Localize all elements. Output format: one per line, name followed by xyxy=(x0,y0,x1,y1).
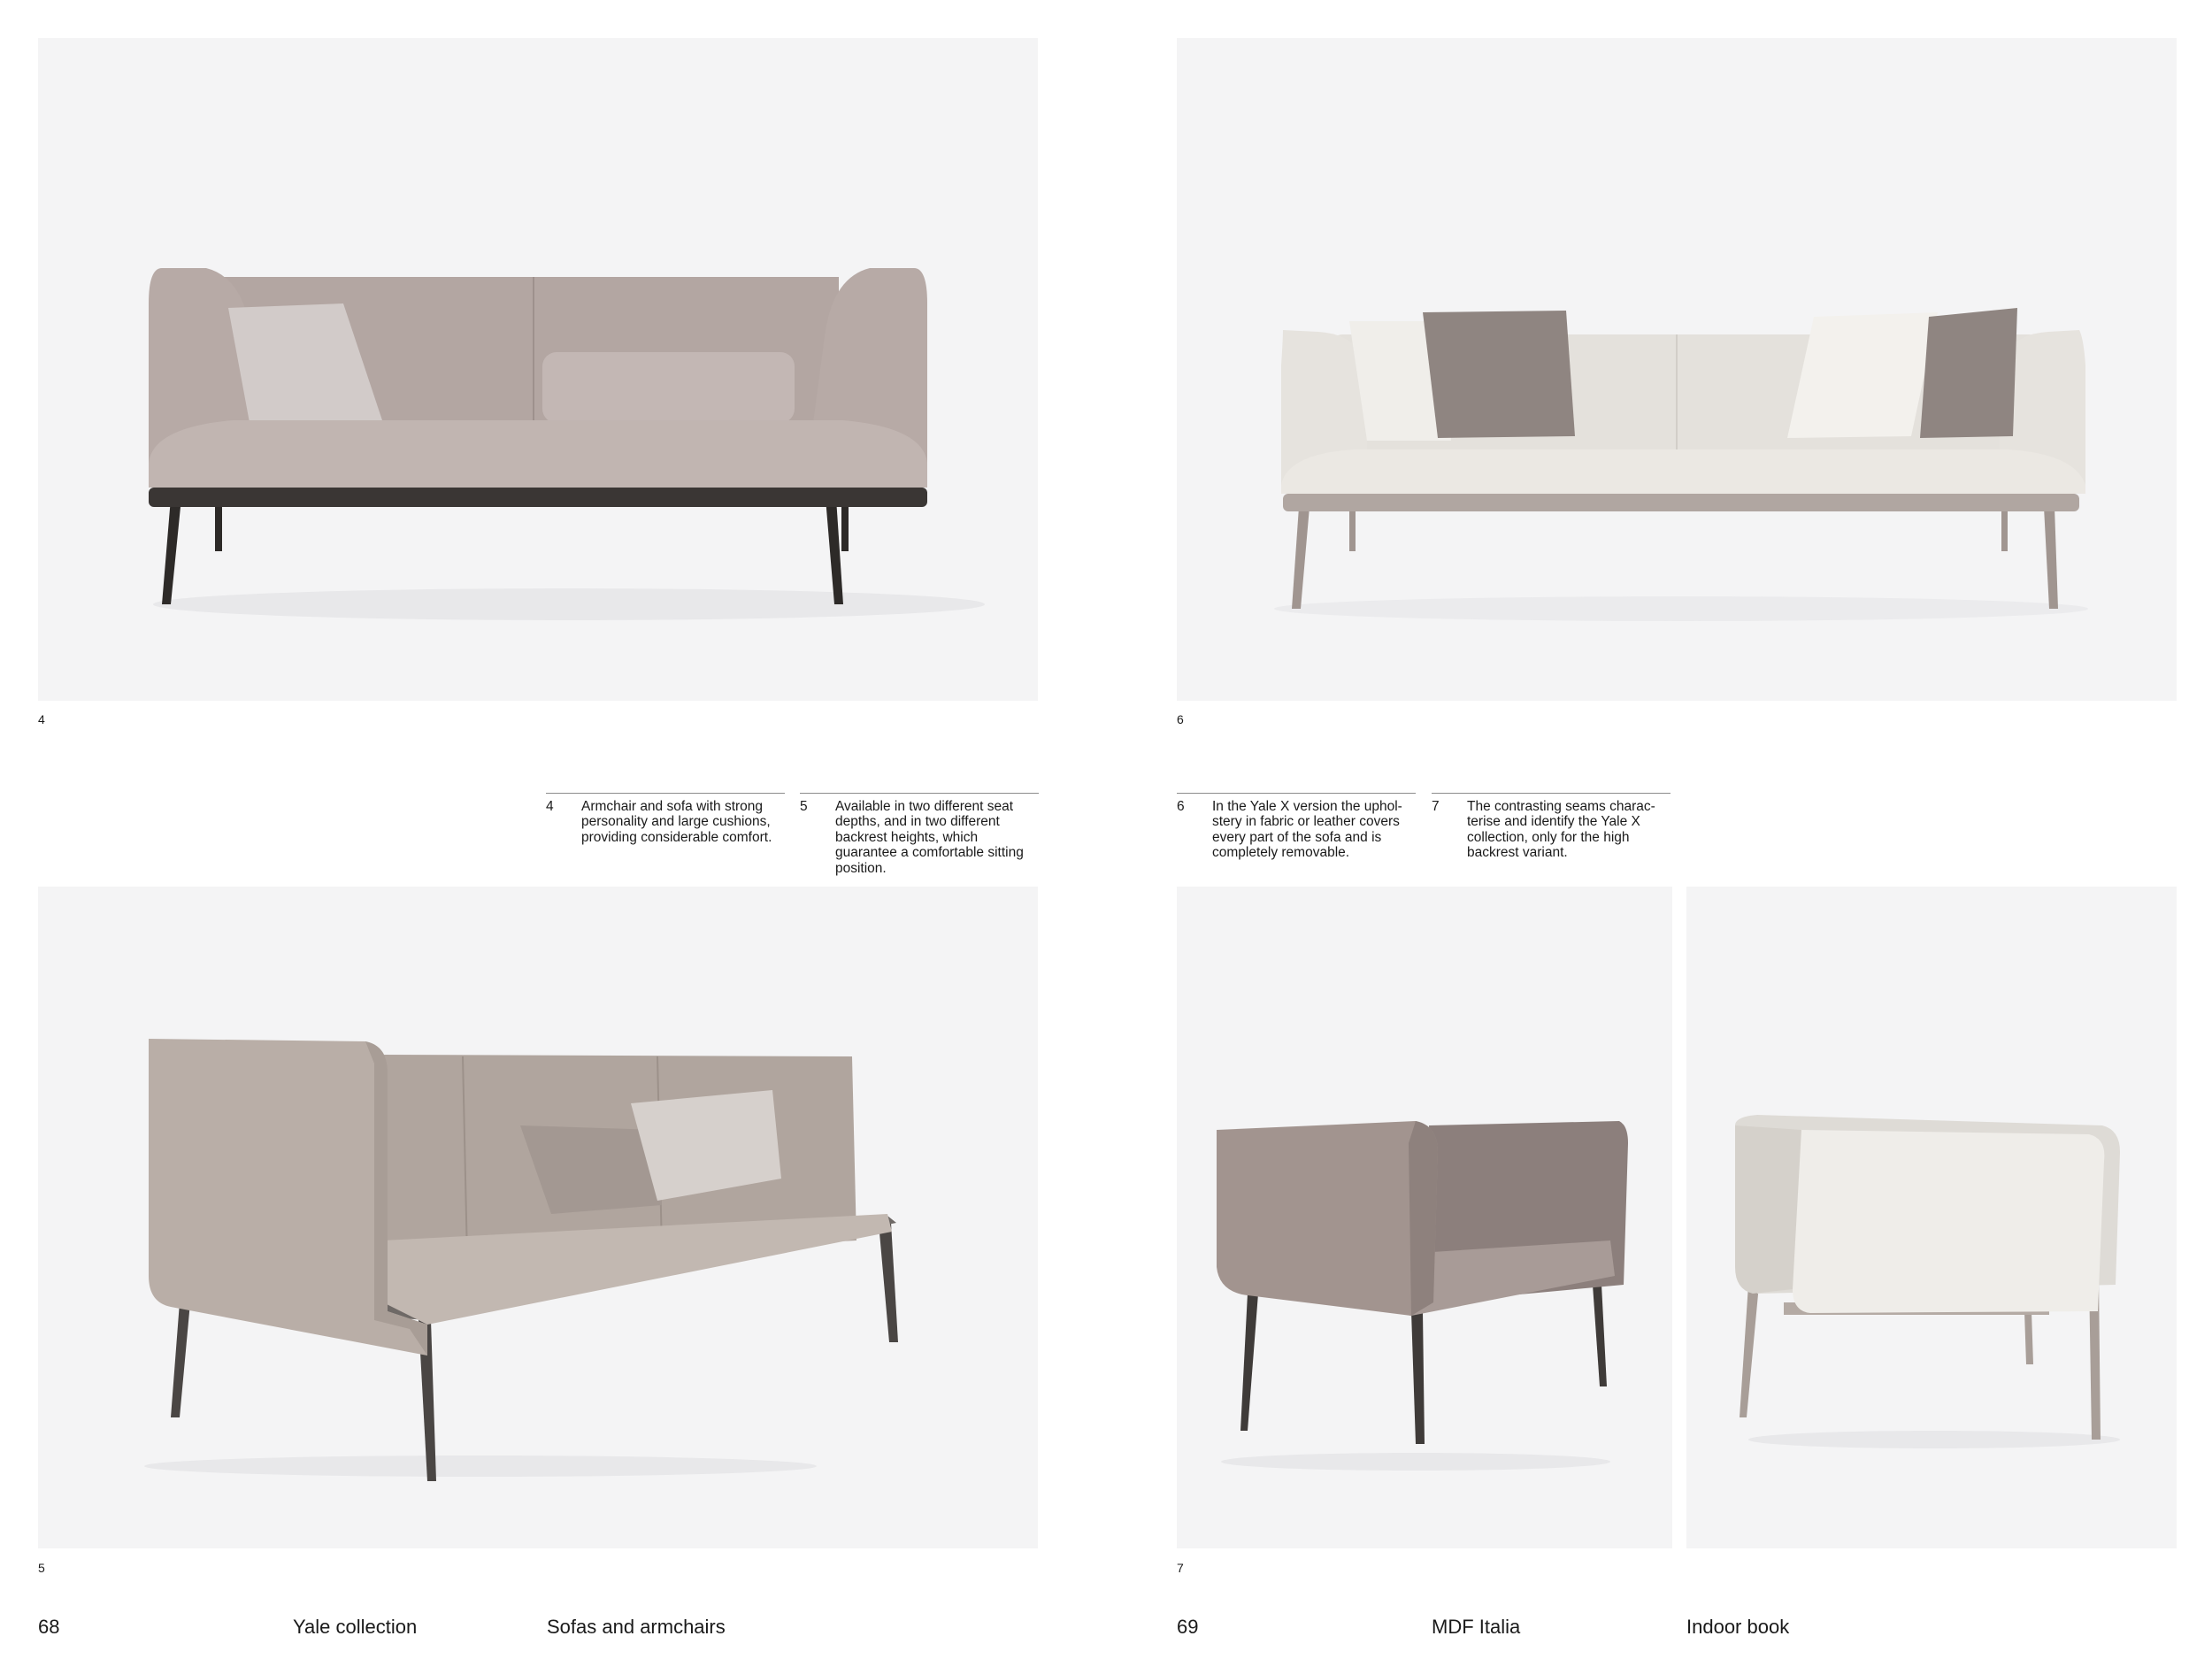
ivory-sofa-illustration xyxy=(1177,38,2177,701)
figure-number-4: 4 xyxy=(38,712,45,726)
footer-page-number-left: 68 xyxy=(38,1616,60,1638)
high-back-sofa-illustration xyxy=(38,887,1038,1548)
footer-collection: Yale collection xyxy=(293,1616,418,1638)
photo-fig7-ivory-armchair xyxy=(1686,887,2177,1548)
footer-brand: MDF Italia xyxy=(1432,1616,1521,1638)
taupe-sofa-illustration xyxy=(38,38,1038,701)
figure-number-7: 7 xyxy=(1177,1561,1184,1575)
footer-book-title: Indoor book xyxy=(1686,1616,1790,1638)
caption-4 xyxy=(546,793,785,845)
taupe-armchair-illustration xyxy=(1177,887,1672,1548)
caption-text: The contrasting seams charac-terise and identify the Yale X collection, only for the high backrest variant. xyxy=(1467,799,1655,861)
caption-number: 6 xyxy=(1177,799,1185,814)
caption-number: 4 xyxy=(546,799,554,814)
footer-page-number-right: 69 xyxy=(1177,1616,1199,1638)
caption-text: In the Yale X version the uphol-stery in fabric or leather covers every part of the sofa and is completely removable. xyxy=(1212,799,1402,861)
caption-number: 7 xyxy=(1432,799,1440,814)
caption-5 xyxy=(800,793,1039,876)
photo-fig5-high-back-sofa xyxy=(38,887,1038,1548)
photo-fig6-ivory-sofa xyxy=(1177,38,2177,701)
photo-fig7-taupe-armchair xyxy=(1177,887,1672,1548)
caption-7 xyxy=(1432,793,1671,861)
photo-fig4-taupe-sofa xyxy=(38,38,1038,701)
ivory-armchair-illustration xyxy=(1686,887,2177,1548)
caption-number: 5 xyxy=(800,799,808,814)
caption-text: Available in two different seat depths, and in two different backrest heights, which guarantee a comfortable sitting position. xyxy=(835,799,1024,876)
figure-number-6: 6 xyxy=(1177,712,1184,726)
figure-number-5: 5 xyxy=(38,1561,45,1575)
caption-6 xyxy=(1177,793,1416,861)
caption-text: Armchair and sofa with strong personality and large cushions, providing considerable comfort. xyxy=(581,799,772,845)
footer-section: Sofas and armchairs xyxy=(547,1616,726,1638)
